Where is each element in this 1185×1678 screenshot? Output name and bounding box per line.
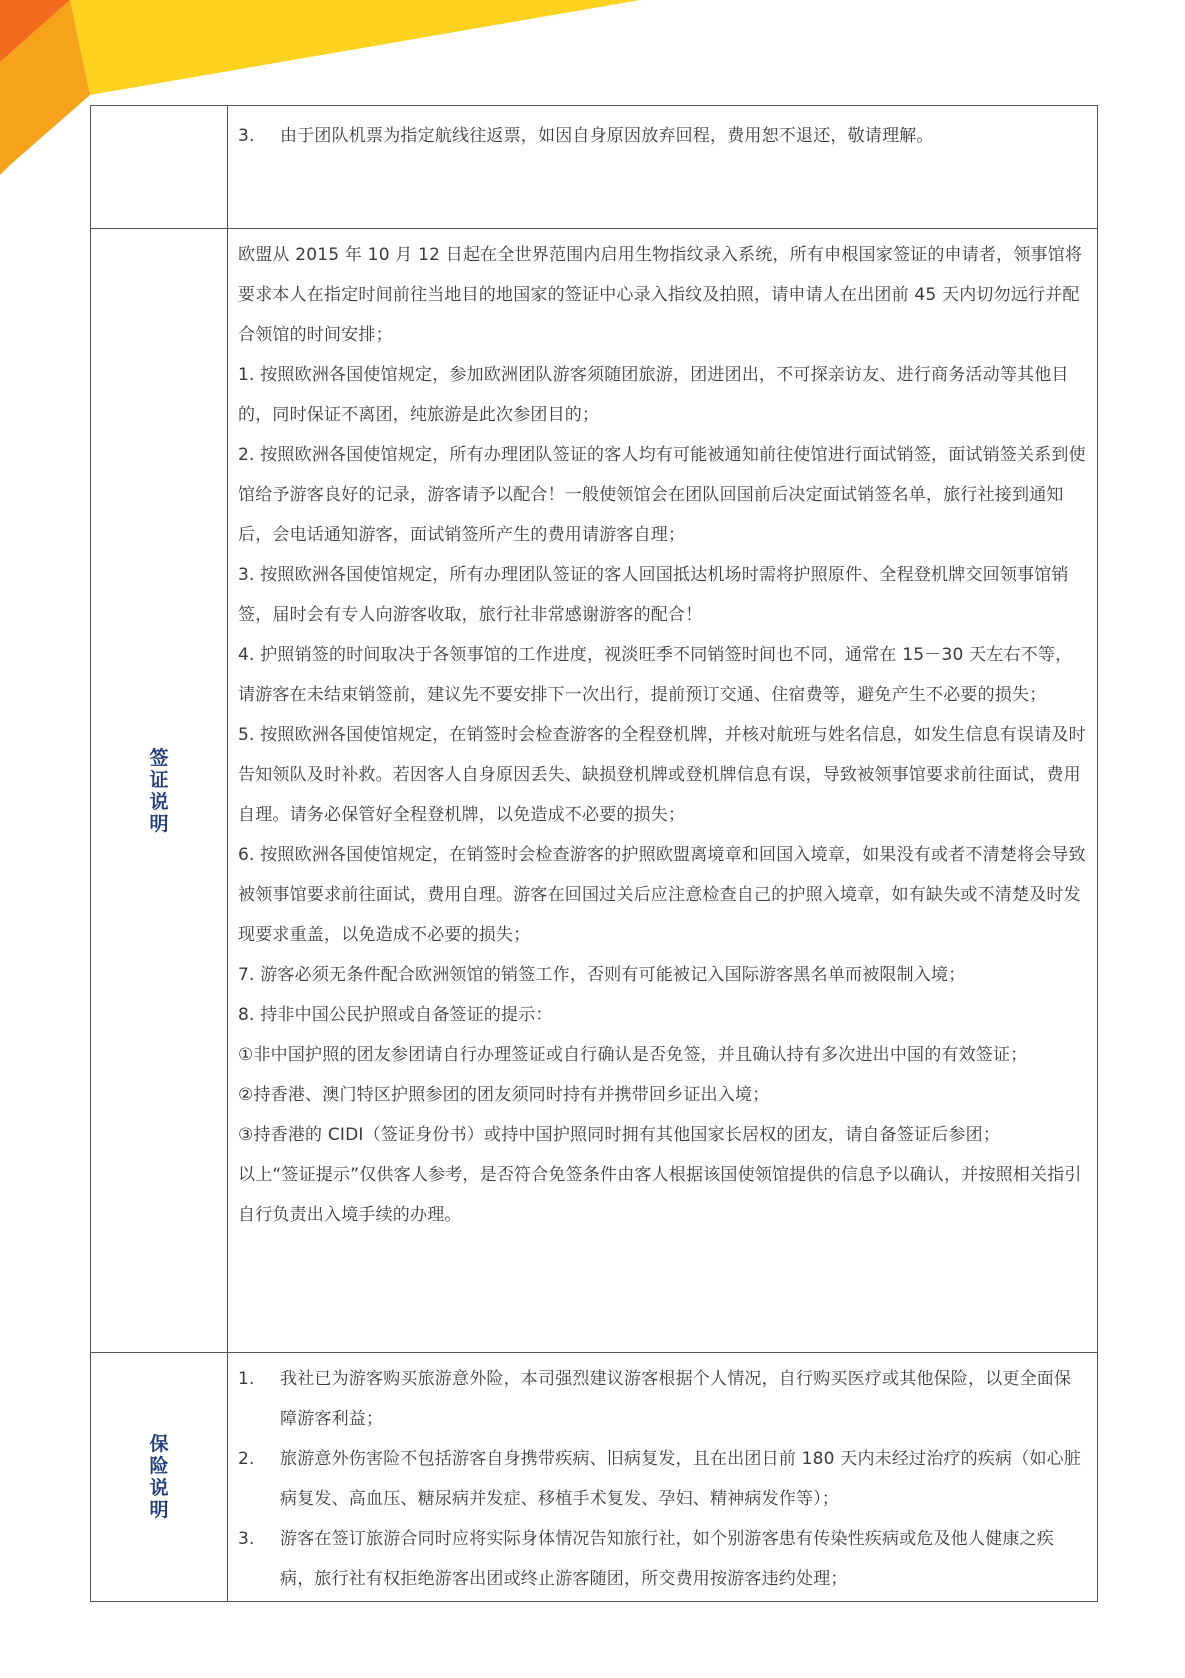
visa-paragraph: ②持香港、澳门特区护照参团的团友须同时持有并携带回乡证出入境； xyxy=(238,1085,770,1105)
row-label-empty xyxy=(91,106,228,229)
row-label-visa xyxy=(91,229,228,1353)
visa-paragraph: ①非中国护照的团友参团请自行办理签证或自行确认是否免签，并且确认持有多次进出中国的有效签证； xyxy=(238,1045,1028,1065)
insurance-content xyxy=(228,1353,1098,1602)
row-content xyxy=(228,106,1098,229)
insurance-label: 保险说明 xyxy=(149,1433,169,1521)
visa-paragraph: 以上“签证提示”仅供客人参考，是否符合免签条件由客人根据该国使领馆提供的信息予以确认，并按照相关指引自行负责出入境手续的办理。 xyxy=(238,1165,1082,1225)
visa-paragraph: 1. 按照欧洲各国使馆规定，参加欧洲团队游客须随团旅游，团进团出，不可探亲访友、进行商务活动等其他目的，同时保证不离团，纯旅游是此次参团目的； xyxy=(238,365,1069,425)
table-row-return-ticket xyxy=(91,106,1098,229)
item-text: 我社已为游客购买旅游意外险，本司强烈建议游客根据个人情况，自行购买医疗或其他保险，以更全面保障游客利益； xyxy=(280,1369,1072,1429)
visa-paragraph: 5. 按照欧洲各国使馆规定，在销签时会检查游客的全程登机牌，并核对航班与姓名信息，如发生信息有误请及时告知领队及时补救。若因客人自身原因丢失、缺损登机牌或登机牌信息有误，导致被领事馆要求前往面试，费用自理。请务必保管好全程登机牌，以免造成不必要的损失； xyxy=(238,725,1086,825)
visa-paragraph: 6. 按照欧洲各国使馆规定，在销签时会检查游客的护照欧盟离境章和回国入境章，如果没有或者不清楚将会导致被领事馆要求前往面试，费用自理。游客在回国过关后应注意检查自己的护照入境章，如有缺失或不清楚及时发现要求重盖，以免造成不必要的损失； xyxy=(238,845,1086,945)
item-number: 3. xyxy=(238,1529,255,1549)
table-row-insurance xyxy=(91,1353,1098,1602)
visa-paragraph: 7. 游客必须无条件配合欧洲领馆的销签工作，否则有可能被记入国际游客黑名单而被限制入境； xyxy=(238,965,966,985)
item-text: 由于团队机票为指定航线往返票，如因自身原因放弃回程，费用恕不退还，敬请理解。 xyxy=(280,126,934,146)
list-item xyxy=(238,1519,1087,1599)
list-item xyxy=(238,116,1087,156)
row-label-insurance xyxy=(91,1353,228,1602)
info-table xyxy=(90,105,1098,1602)
visa-paragraph: 2. 按照欧洲各国使馆规定，所有办理团队签证的客人均有可能被通知前往使馆进行面试销签，面试销签关系到使馆给予游客良好的记录，游客请予以配合！一般使领馆会在团队回国前后决定面试销签名单，旅行社接到通知后，会电话通知游客，面试销签所产生的费用请游客自理； xyxy=(238,445,1086,545)
item-number: 3. xyxy=(238,126,255,146)
item-text: 旅游意外伤害险不包括游客自身携带疾病、旧病复发，且在出团日前 180 天内未经过治疗的疾病（如心脏病复发、高血压、糖尿病并发症、移植手术复发、孕妇、精神病发作等）； xyxy=(280,1449,1082,1509)
item-number: 1. xyxy=(238,1369,255,1389)
item-text: 游客在签订旅游合同时应将实际身体情况告知旅行社，如个别游客患有传染性疾病或危及他人健康之疾病，旅行社有权拒绝游客出团或终止游客随团，所交费用按游客违约处理； xyxy=(280,1529,1054,1589)
visa-content xyxy=(228,229,1098,1353)
item-number: 2. xyxy=(238,1449,255,1469)
visa-paragraph: ③持香港的 CIDI（签证身份书）或持中国护照同时拥有其他国家长居权的团友，请自备签证后参团； xyxy=(238,1125,1001,1145)
visa-paragraph: 8. 持非中国公民护照或自备签证的提示： xyxy=(238,1005,553,1025)
table-row-visa xyxy=(91,229,1098,1353)
list-item xyxy=(238,1439,1087,1519)
visa-paragraph: 3. 按照欧洲各国使馆规定，所有办理团队签证的客人回国抵达机场时需将护照原件、全程登机牌交回领事馆销签，届时会有专人向游客收取，旅行社非常感谢游客的配合！ xyxy=(238,565,1069,625)
list-item xyxy=(238,1359,1087,1439)
visa-label: 签证说明 xyxy=(149,746,169,835)
visa-paragraph: 欧盟从 2015 年 10 月 12 日起在全世界范围内启用生物指纹录入系统，所有申根国家签证的申请者，领事馆将要求本人在指定时间前往当地目的地国家的签证中心录入指纹及拍照，请申请人在出团前 45 天内切勿远行并配合领馆的时间安排； xyxy=(238,245,1083,345)
visa-paragraph: 4. 护照销签的时间取决于各领事馆的工作进度，视淡旺季不同销签时间也不同，通常在 15－30 天左右不等，请游客在未结束销签前，建议先不要安排下一次出行，提前预订交通、住宿费等，避免产生不必要的损失； xyxy=(238,645,1073,705)
yellow-stripe xyxy=(70,0,640,95)
